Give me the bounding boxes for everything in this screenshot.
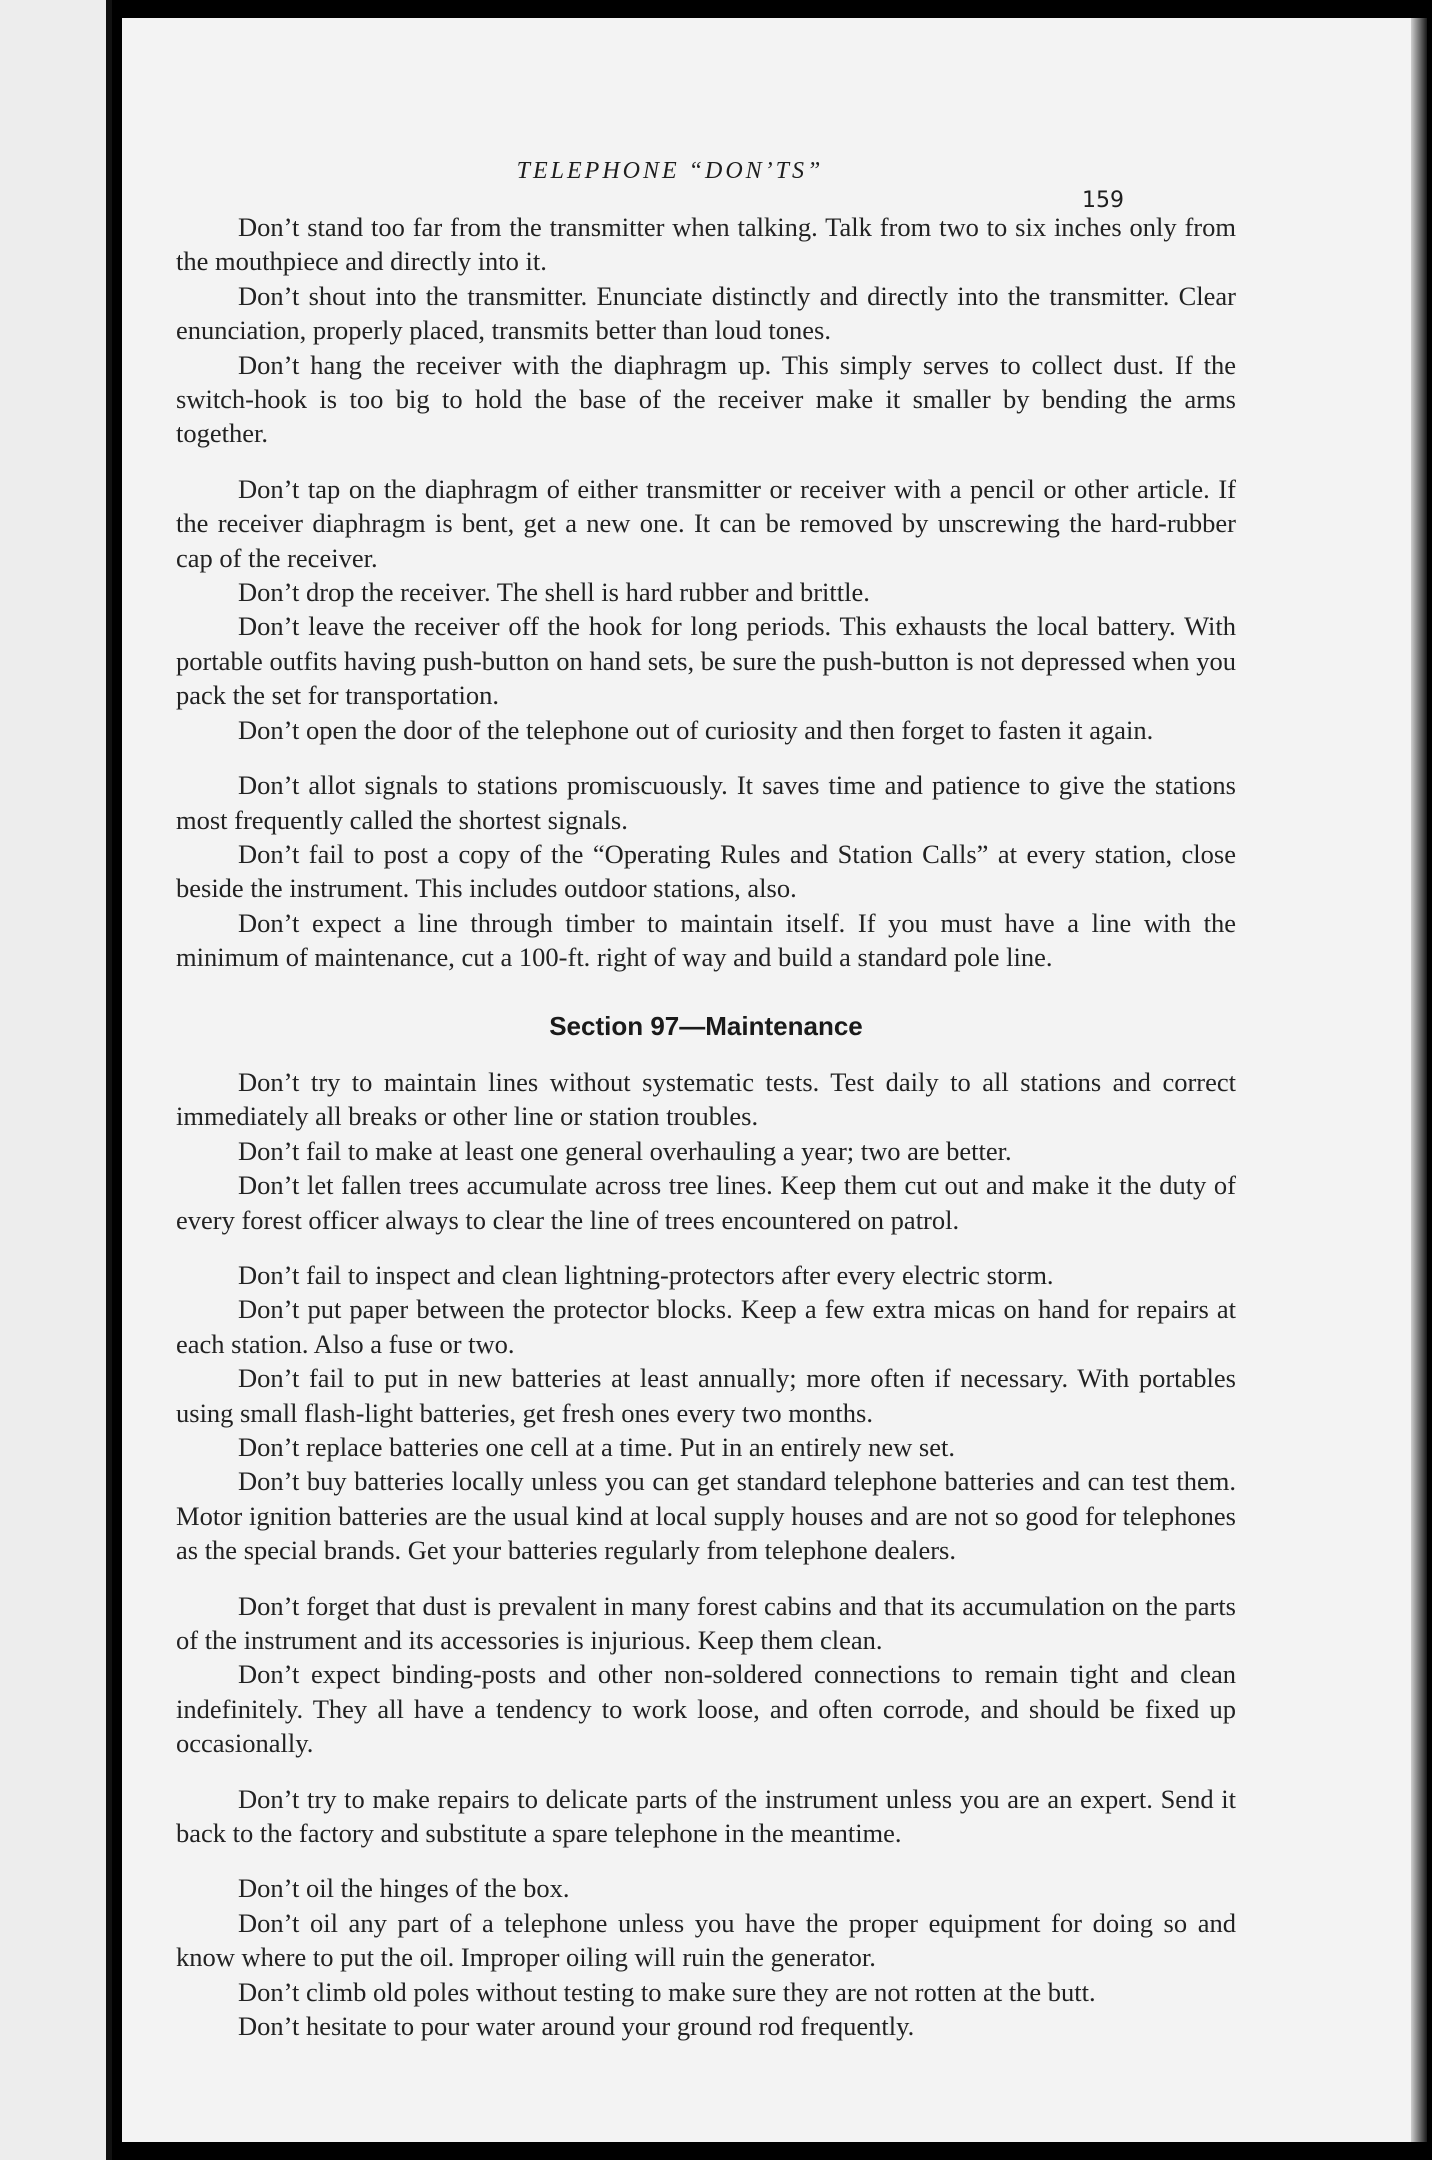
paragraph: Don’t shout into the transmitter. Enunciate distinctly and directly into the transmitter. Clear enunciation, properly placed, transmits better than loud tones.	[176, 280, 1236, 346]
paragraph: Don’t fail to post a copy of the “Operating Rules and Station Calls” at every station, close beside the instrument. This includes outdoor stations, also.	[176, 838, 1236, 904]
paragraph: Don’t oil the hinges of the box.	[238, 1873, 570, 1904]
facing-page-edge	[0, 0, 112, 2160]
page-body	[176, 210, 1236, 2044]
paragraph: Don’t oil any part of a telephone unless you have the proper equipment for doing so and know where to put the oil. Improper oiling will ruin the generator.	[176, 1907, 1236, 1973]
paragraph: Don’t leave the receiver off the hook for long periods. This exhausts the local battery. With portable outfits having push-button on hand sets, be sure the push-button is not depressed when you pack the set for transportation.	[176, 611, 1236, 711]
page-number: 159	[1082, 188, 1124, 213]
section-heading: Section 97—Maintenance	[549, 1010, 863, 1041]
paragraph: Don’t expect binding-posts and other non-soldered connections to remain tight and clean indefinitely. They all have a tendency to work loose, and often corrode, and should be fixed up occasionally.	[176, 1659, 1236, 1759]
paragraph: Don’t open the door of the telephone out of curiosity and then forget to fasten it again.	[238, 714, 1154, 745]
page-edge-shadow	[1411, 18, 1427, 2142]
paragraph: Don’t climb old poles without testing to make sure they are not rotten at the butt.	[238, 1976, 1096, 2007]
paragraph: Don’t allot signals to stations promiscuously. It saves time and patience to give the stations most frequently called the shortest signals.	[176, 770, 1236, 835]
paragraph: Don’t hesitate to pour water around your ground rod frequently.	[238, 2011, 915, 2042]
paragraph: Don’t put paper between the protector blocks. Keep a few extra micas on hand for repairs at each station. Also a fuse or two.	[176, 1294, 1236, 1359]
paragraph: Don’t expect a line through timber to maintain itself. If you must have a line with the minimum of maintenance, cut a 100-ft. right of way and build a standard pole line.	[176, 907, 1236, 973]
paragraph: Don’t let fallen trees accumulate across tree lines. Keep them cut out and make it the duty of every forest officer always to clear the line of trees encountered on patrol.	[176, 1170, 1236, 1235]
paragraph: Don’t fail to put in new batteries at least annually; more often if necessary. With portables using small flash-light batteries, get fresh ones every two months.	[176, 1363, 1236, 1428]
paragraph: Don’t try to make repairs to delicate parts of the instrument unless you are an expert. Send it back to the factory and substitute a spare telephone in the meantime.	[176, 1783, 1236, 1849]
running-head: TELEPHONE “DON’TS”	[516, 158, 824, 184]
paragraph: Don’t drop the receiver. The shell is hard rubber and brittle.	[238, 577, 870, 608]
paragraph: Don’t fail to inspect and clean lightning-protectors after every electric storm.	[238, 1259, 1054, 1290]
paragraph: Don’t forget that dust is prevalent in many forest cabins and that its accumulation on the parts of the instrument and its accessories is injurious. Keep them clean.	[176, 1590, 1236, 1656]
paragraph: Don’t tap on the diaphragm of either transmitter or receiver with a pencil or other article. If the receiver diaphragm is bent, get a new one. It can be removed by unscrewing the hard-rubber cap of the receiver.	[176, 473, 1236, 573]
paragraph: Don’t fail to make at least one general overhauling a year; two are better.	[238, 1135, 1012, 1166]
paragraph: Don’t hang the receiver with the diaphragm up. This simply serves to collect dust. If the switch-hook is too big to hold the base of the receiver make it smaller by bending the arms together.	[176, 349, 1236, 449]
paragraph: Don’t buy batteries locally unless you can get standard telephone batteries and can test them. Motor ignition batteries are the usual kind at local supply houses and are not so good for telephones as the special brands. Get your batteries regularly from telephone dealers.	[176, 1466, 1236, 1566]
book-gutter	[106, 0, 112, 2160]
paragraph: Don’t try to maintain lines without systematic tests. Test daily to all stations and correct immediately all breaks or other line or station troubles.	[176, 1066, 1236, 1132]
paragraph: Don’t stand too far from the transmitter when talking. Talk from two to six inches only from the mouthpiece and directly into it.	[176, 212, 1236, 277]
paragraph: Don’t replace batteries one cell at a time. Put in an entirely new set.	[238, 1432, 955, 1462]
